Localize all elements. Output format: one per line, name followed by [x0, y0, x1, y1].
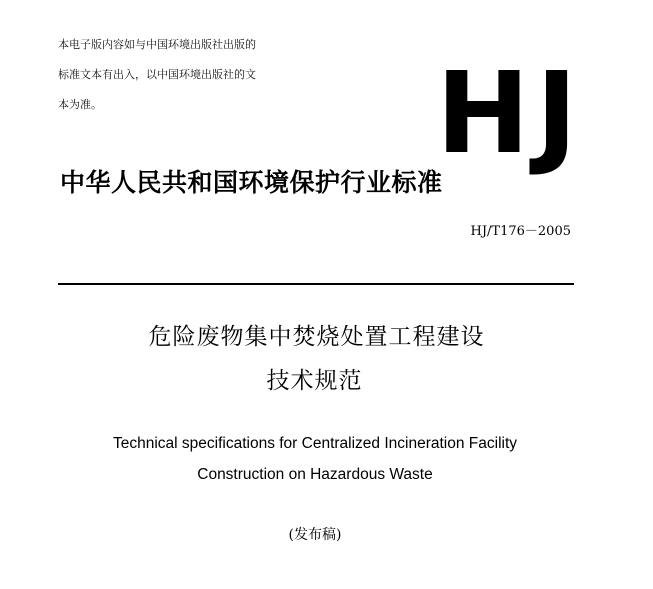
disclaimer-line-3: 本为准。	[58, 98, 102, 111]
chinese-title-line-2: 技术规范	[266, 368, 363, 394]
hj-logo: HJ	[436, 49, 584, 179]
chinese-title-line-1: 危险废物集中焚烧处置工程建设	[148, 324, 485, 350]
draft-status-label: (发布稿)	[288, 527, 342, 543]
english-title-line-2: Construction on Hazardous Waste	[197, 466, 433, 483]
english-title-line-1: Technical specifications for Centralized Incineration Facility	[112, 435, 518, 452]
divider-rule	[58, 283, 574, 285]
standard-number: HJ/T176－2005	[470, 224, 571, 239]
disclaimer-line-1: 本电子版内容如与中国环境出版社出版的	[58, 38, 256, 51]
disclaimer-notice	[58, 30, 358, 120]
disclaimer-line-2: 标准文本有出入，以中国环境出版社的文	[58, 68, 256, 81]
standard-category-heading: 中华人民共和国环境保护行业标准	[60, 168, 443, 197]
